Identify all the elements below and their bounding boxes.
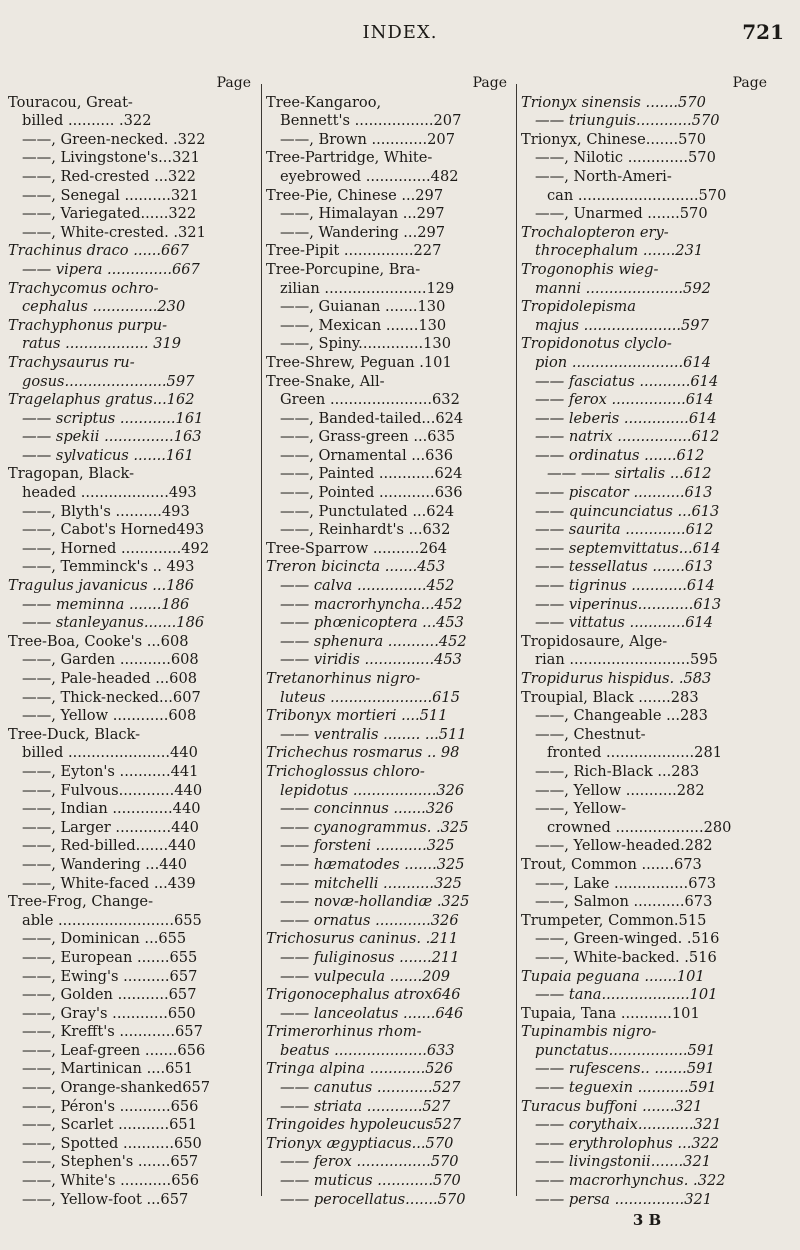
column-heading: Page bbox=[216, 75, 251, 91]
index-entry: Tropidosaure, Alge- bbox=[521, 632, 668, 650]
index-entry: Trachyphonus purpu- bbox=[8, 316, 168, 334]
index-entry: ——, Ornamental ...636 bbox=[280, 446, 454, 464]
index-entry: ——, Garden ...........608 bbox=[22, 651, 199, 669]
index-entry: ——, Wandering ...440 bbox=[22, 855, 188, 873]
index-entry: —— hæmatodes .......325 bbox=[280, 855, 465, 873]
index-entry: —— ferox ................570 bbox=[280, 1153, 459, 1171]
index-entry: Trionyx, Chinese.......570 bbox=[521, 130, 707, 148]
index-entry: billed .......... .322 bbox=[22, 112, 152, 130]
column-heading: Page bbox=[472, 75, 507, 91]
index-entry: ——, Unarmed .......570 bbox=[535, 205, 708, 223]
index-entry: ——, Stephen's .......657 bbox=[22, 1153, 199, 1171]
index-entry: Tree-Snake, All- bbox=[266, 372, 385, 390]
index-entry: ——, Eyton's ...........441 bbox=[22, 762, 199, 780]
index-entry: manni .....................592 bbox=[535, 279, 711, 297]
index-entry: —— ferox ................614 bbox=[535, 391, 714, 409]
index-entry: throcephalum .......231 bbox=[535, 242, 704, 260]
index-entry: Green ......................632 bbox=[280, 391, 460, 409]
index-entry: Treron bicincta .......453 bbox=[266, 558, 446, 576]
index-entry: headed ...................493 bbox=[22, 484, 197, 502]
index-entry: Tropidurus hispidus. .583 bbox=[521, 670, 712, 687]
index-entry: ——, Lake ................673 bbox=[535, 874, 717, 892]
index-entry: Tragelaphus gratus...162 bbox=[8, 391, 195, 409]
index-entry: ——, Red-crested ...322 bbox=[22, 167, 196, 185]
index-entry: ——, Krefft's ............657 bbox=[22, 1023, 203, 1041]
index-entry: cephalus ..............230 bbox=[22, 298, 186, 316]
index-entry: ——, Yellow- bbox=[535, 800, 627, 818]
index-entry: Trionyx sinensis .......570 bbox=[521, 93, 706, 111]
index-entry: ——, Spiny..............130 bbox=[280, 335, 451, 353]
index-entry: Tree-Porcupine, Bra- bbox=[266, 260, 421, 278]
index-entry: Trout, Common .......673 bbox=[521, 855, 702, 873]
index-column-2 bbox=[266, 74, 513, 1209]
index-entry: ——, Changeable ...283 bbox=[535, 707, 708, 725]
index-entry: ——, Thick-necked...607 bbox=[22, 688, 201, 706]
index-entry: ——, Ewing's ..........657 bbox=[22, 967, 198, 985]
index-entry: ——, Horned .............492 bbox=[22, 539, 210, 557]
index-entry: —— meminna .......186 bbox=[22, 595, 190, 613]
index-entry: Trichosurus caninus. .211 bbox=[266, 930, 459, 948]
index-entry: Tringoides hypoleucus527 bbox=[266, 1116, 462, 1134]
index-entry: Trimerorhinus rhom- bbox=[266, 1023, 422, 1041]
column-divider bbox=[261, 84, 262, 1196]
index-entry: —— novæ-hollandiæ .325 bbox=[280, 893, 470, 911]
index-entry: —— macrorhynchus. .322 bbox=[535, 1172, 726, 1190]
index-entry: ——, Nilotic .............570 bbox=[535, 149, 716, 167]
index-entry: ——, Cabot's Horned493 bbox=[22, 521, 205, 539]
index-entry: ——, Reinhardt's ...632 bbox=[280, 521, 451, 539]
index-entry: —— scriptus ............161 bbox=[22, 409, 204, 427]
index-entry: Trachycomus ochro- bbox=[8, 279, 159, 297]
index-entry: Trionyx ægyptiacus...570 bbox=[266, 1134, 454, 1152]
index-entry: Trachysaurus ru- bbox=[8, 353, 135, 371]
index-entry: —— calva ...............452 bbox=[280, 577, 455, 595]
index-entry: —— spekii ...............163 bbox=[22, 428, 202, 446]
index-entry: gosus......................597 bbox=[22, 372, 195, 390]
index-entry: —— cyanogrammus. .325 bbox=[280, 818, 469, 836]
index-entry: Tupaia peguana .......101 bbox=[521, 967, 705, 985]
index-entry: Tupaia, Tana ...........101 bbox=[521, 1004, 700, 1022]
index-entry: Tree-Shrew, Peguan .101 bbox=[266, 353, 452, 371]
index-entry: —— triunguis............570 bbox=[535, 112, 720, 130]
index-entry: —— viridis ...............453 bbox=[280, 651, 462, 669]
index-column-3 bbox=[521, 74, 773, 1230]
running-title: INDEX. bbox=[362, 22, 438, 43]
index-entry: Tree-Frog, Change- bbox=[8, 893, 153, 911]
index-entry: ——, Punctulated ...624 bbox=[280, 502, 455, 520]
index-entry: ——, Variegated......322 bbox=[22, 205, 197, 223]
index-entry: ——, Spotted ...........650 bbox=[22, 1134, 202, 1152]
index-entry: ——, Blyth's ..........493 bbox=[22, 502, 190, 520]
index-entry: —— livingstonii.......321 bbox=[535, 1153, 712, 1171]
index-entry: —— striata ............527 bbox=[280, 1097, 451, 1115]
index-entry: ——, Guianan .......130 bbox=[280, 298, 446, 316]
index-entry: Trachinus draco ......667 bbox=[8, 242, 189, 260]
index-entry: —— fuliginosus .......211 bbox=[280, 948, 460, 966]
index-entry: Tringa alpina ............526 bbox=[266, 1060, 454, 1078]
index-entry: Tree-Kangaroo, bbox=[266, 93, 382, 111]
index-entry: ——, Himalayan ...297 bbox=[280, 205, 445, 223]
index-entry: ——, Grass-green ...635 bbox=[280, 428, 456, 446]
index-entry: —— tigrinus ............614 bbox=[535, 577, 715, 595]
index-entry: Tree-Boa, Cooke's ...608 bbox=[8, 632, 189, 650]
index-entry: Trichechus rosmarus .. 98 bbox=[266, 744, 460, 762]
index-entry: —— ventralis ........ ...511 bbox=[280, 725, 467, 743]
index-entry: beatus ....................633 bbox=[280, 1041, 455, 1059]
index-entry: eyebrowed ..............482 bbox=[280, 167, 459, 185]
index-entry: Tretanorhinus nigro- bbox=[266, 670, 421, 687]
index-entry: ——, Orange-shanked657 bbox=[22, 1079, 211, 1097]
index-entry: —— perocellatus.......570 bbox=[280, 1190, 466, 1208]
index-entry: Trumpeter, Common.515 bbox=[521, 911, 707, 929]
index-entry: —— corythaix............321 bbox=[535, 1116, 722, 1134]
index-entry: —— vipera ..............667 bbox=[22, 260, 200, 278]
index-entry: ——, Painted ............624 bbox=[280, 465, 463, 483]
index-entry: ratus .................. 319 bbox=[22, 335, 182, 353]
index-entry: ——, Green-necked. .322 bbox=[22, 130, 206, 148]
index-entry: can ..........................570 bbox=[547, 186, 727, 204]
index-entry: ——, Mexican .......130 bbox=[280, 316, 447, 334]
index-entry: Trichoglossus chloro- bbox=[266, 762, 425, 780]
index-entry: fronted ...................281 bbox=[547, 744, 723, 762]
index-entry: ——, Yellow ............608 bbox=[22, 707, 197, 725]
index-entry: —— concinnus .......326 bbox=[280, 800, 454, 818]
index-entry: —— leberis ..............614 bbox=[535, 409, 717, 427]
index-entry: ——, Pointed ............636 bbox=[280, 484, 463, 502]
index-entry: ——, White-crested. .321 bbox=[22, 223, 206, 241]
index-entry: ——, Leaf-green .......656 bbox=[22, 1041, 206, 1059]
index-entry: ——, European .......655 bbox=[22, 948, 198, 966]
index-entry: ——, Brown ............207 bbox=[280, 130, 456, 148]
index-entry: ——, Wandering ...297 bbox=[280, 223, 446, 241]
index-entry: Tragopan, Black- bbox=[8, 465, 135, 483]
index-entry: —— septemvittatus...614 bbox=[535, 539, 721, 557]
index-entry: ——, Larger ............440 bbox=[22, 818, 199, 836]
index-entry: —— —— sirtalis ...612 bbox=[547, 465, 712, 483]
index-entry: rian ..........................595 bbox=[535, 651, 718, 669]
index-entry: —— mitchelli ...........325 bbox=[280, 874, 462, 892]
index-entry: ——, Red-billed.......440 bbox=[22, 837, 197, 855]
index-entry: Tree-Partridge, White- bbox=[266, 149, 433, 167]
index-entry: ——, Banded-tailed...624 bbox=[280, 409, 464, 427]
index-entry: —— natrix ................612 bbox=[535, 428, 720, 446]
index-entry: ——, Senegal ..........321 bbox=[22, 186, 199, 204]
index-entry: ——, Fulvous............440 bbox=[22, 781, 203, 799]
index-entry: —— saurita .............612 bbox=[535, 521, 714, 539]
index-entry: ——, Chestnut- bbox=[535, 725, 646, 743]
index-entry: —— teguexin ...........591 bbox=[535, 1079, 717, 1097]
index-entry: —— canutus ............527 bbox=[280, 1079, 461, 1097]
index-entry: —— erythrolophus ...322 bbox=[535, 1134, 720, 1152]
index-entry: —— tessellatus .......613 bbox=[535, 558, 713, 576]
index-entry: Tree-Duck, Black- bbox=[8, 725, 141, 743]
index-entry: Troupial, Black .......283 bbox=[521, 688, 699, 706]
index-entry: ——, Gray's ............650 bbox=[22, 1004, 196, 1022]
index-entry: Tribonyx mortieri ....511 bbox=[266, 707, 448, 725]
index-entry: pion ........................614 bbox=[535, 353, 712, 371]
index-entry: —— forsteni ...........325 bbox=[280, 837, 455, 855]
index-entry: ——, Temminck's .. 493 bbox=[22, 558, 195, 576]
index-entry: —— muticus ............570 bbox=[280, 1172, 461, 1190]
index-entry: ——, Péron's ...........656 bbox=[22, 1097, 199, 1115]
signature-mark: 3 B bbox=[632, 1211, 662, 1230]
index-entry: Trigonocephalus atrox646 bbox=[266, 986, 461, 1004]
index-entry: ——, North-Ameri- bbox=[535, 167, 672, 185]
index-entry: ——, Golden ...........657 bbox=[22, 986, 197, 1004]
index-entry: —— piscator ...........613 bbox=[535, 484, 713, 502]
index-entry: —— sylvaticus .......161 bbox=[22, 446, 194, 464]
index-entry: Trochalopteron ery- bbox=[521, 223, 669, 241]
index-entry: Tropidonotus clyclo- bbox=[521, 335, 672, 353]
index-entry: crowned ...................280 bbox=[547, 818, 732, 836]
index-entry: luteus ......................615 bbox=[280, 688, 461, 706]
index-entry: ——, White-backed. .516 bbox=[535, 948, 717, 966]
index-entry: —— ordinatus .......612 bbox=[535, 446, 705, 464]
index-entry: —— sphenura ...........452 bbox=[280, 632, 467, 650]
index-column-1 bbox=[8, 74, 257, 1209]
index-entry: —— tana...................101 bbox=[535, 986, 718, 1004]
index-entry: Trogonophis wieg- bbox=[521, 260, 659, 278]
index-entry: ——, Yellow-foot ...657 bbox=[22, 1190, 189, 1208]
page-header bbox=[0, 20, 800, 50]
index-entry: —— macrorhyncha...452 bbox=[280, 595, 463, 613]
index-entry: —— quincunciatus ...613 bbox=[535, 502, 720, 520]
index-entry: —— lanceolatus .......646 bbox=[280, 1004, 464, 1022]
index-entry: —— stanleyanus.......186 bbox=[22, 614, 205, 632]
index-entry: billed ......................440 bbox=[22, 744, 198, 762]
index-entry: ——, Yellow-headed.282 bbox=[535, 837, 713, 855]
index-entry: punctatus.................591 bbox=[535, 1041, 716, 1059]
index-entry: ——, Scarlet ...........651 bbox=[22, 1116, 198, 1134]
index-entry: Tupinambis nigro- bbox=[521, 1023, 657, 1041]
index-entry: Tree-Sparrow ..........264 bbox=[266, 539, 448, 557]
index-entry: —— vittatus ............614 bbox=[535, 614, 714, 632]
index-entry: ——, White-faced ...439 bbox=[22, 874, 196, 892]
column-heading: Page bbox=[732, 75, 767, 91]
index-entry: ——, Livingstone's...321 bbox=[22, 149, 200, 167]
index-entry: ——, Pale-headed ...608 bbox=[22, 670, 198, 687]
index-entry: zilian ......................129 bbox=[280, 279, 455, 297]
index-entry: Tree-Pipit ...............227 bbox=[266, 242, 442, 260]
index-entry: ——, Dominican ...655 bbox=[22, 930, 187, 948]
index-entry: Tropidolepisma bbox=[521, 298, 636, 316]
index-entry: ——, Salmon ...........673 bbox=[535, 893, 713, 911]
index-entry: lepidotus ..................326 bbox=[280, 781, 465, 799]
index-entry: —— fasciatus ...........614 bbox=[535, 372, 719, 390]
index-entry: ——, Rich-Black ...283 bbox=[535, 762, 700, 780]
index-entry: ——, White's ...........656 bbox=[22, 1172, 200, 1190]
index-entry: Tragulus javanicus ...186 bbox=[8, 577, 195, 595]
index-entry: ——, Martinican ....651 bbox=[22, 1060, 194, 1078]
index-entry: —— rufescens.. .......591 bbox=[535, 1060, 715, 1078]
index-entry: majus .....................597 bbox=[535, 316, 709, 334]
index-entry: ——, Yellow ...........282 bbox=[535, 781, 705, 799]
page-number: 721 bbox=[742, 20, 784, 44]
index-entry: —— ornatus ............326 bbox=[280, 911, 459, 929]
index-entry: able .........................655 bbox=[22, 911, 202, 929]
index-entry: Tree-Pie, Chinese ...297 bbox=[266, 186, 444, 204]
index-entry: ——, Indian .............440 bbox=[22, 800, 201, 818]
column-divider bbox=[516, 84, 517, 1196]
index-entry: ——, Green-winged. .516 bbox=[535, 930, 720, 948]
index-entry: —— phœnicoptera ...453 bbox=[280, 614, 464, 632]
index-entry: —— vulpecula .......209 bbox=[280, 967, 451, 985]
index-entry: Turacus buffoni .......321 bbox=[521, 1097, 703, 1115]
index-entry: Bennett's .................207 bbox=[280, 112, 462, 130]
index-entry: —— persa ...............321 bbox=[535, 1190, 713, 1208]
index-entry: —— viperinus............613 bbox=[535, 595, 722, 613]
index-entry: Touracou, Great- bbox=[8, 93, 133, 111]
